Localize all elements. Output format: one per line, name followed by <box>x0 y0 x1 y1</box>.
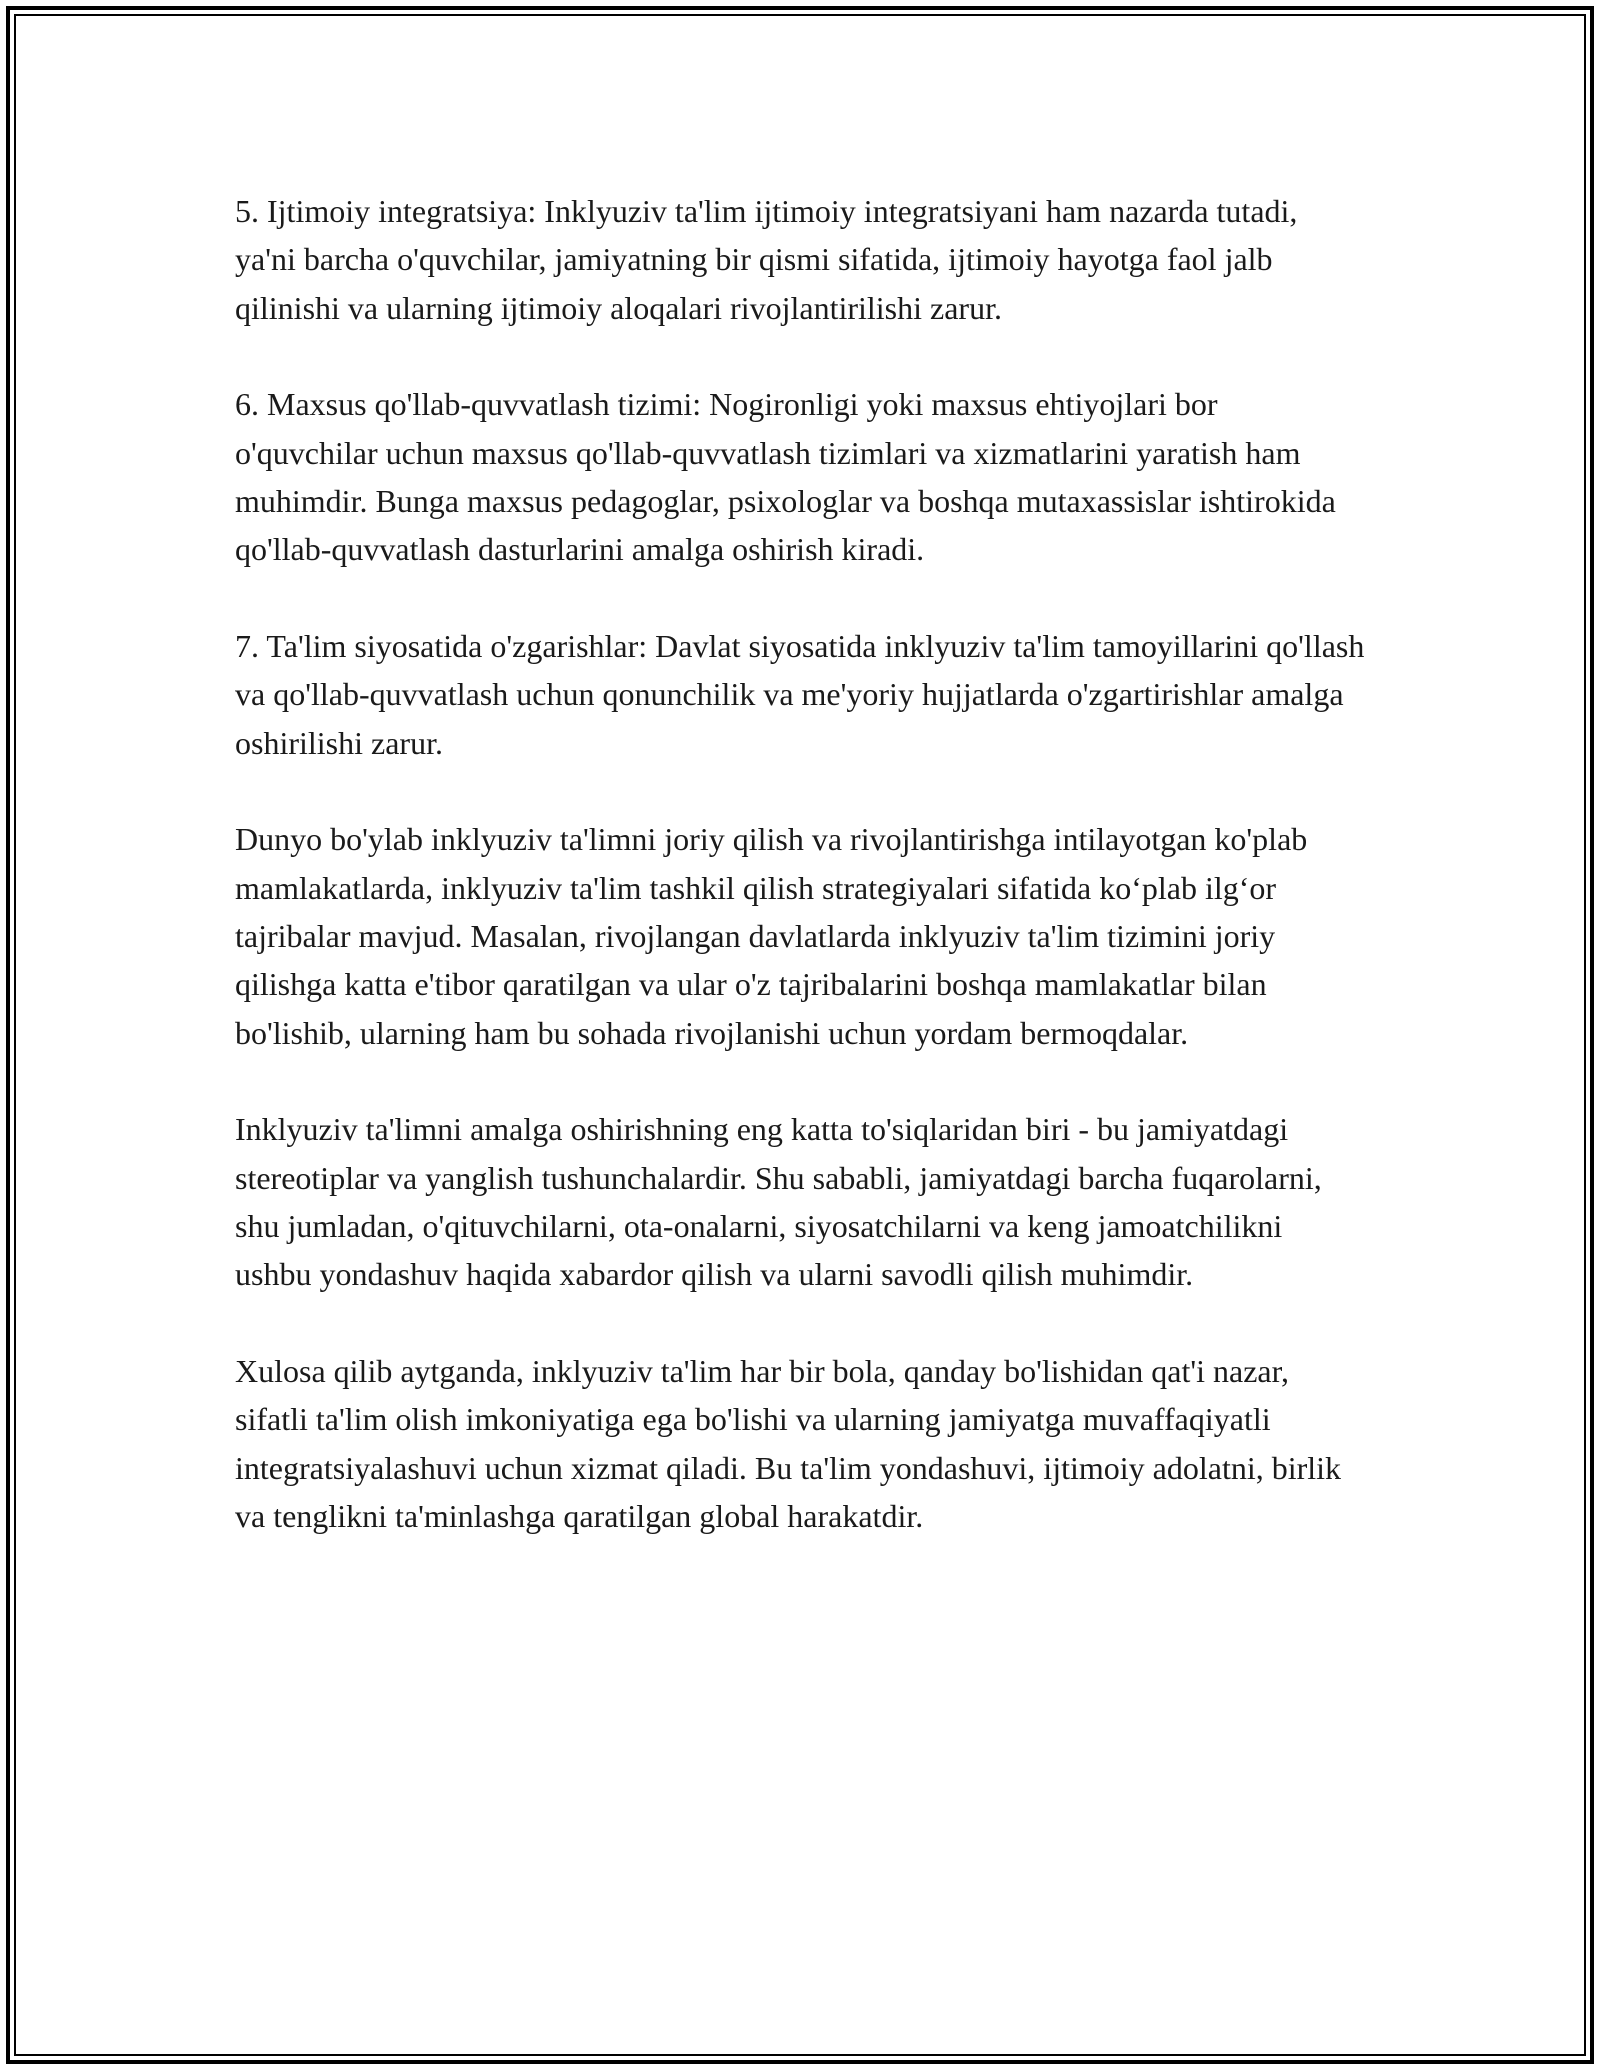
paragraph-stereotypes-barrier: Inklyuziv ta'limni amalga oshirishning eng katta to'siqlaridan biri - bu jamiyatdagi stereotiplar va yanglish tushunchalardir. Shu sababli, jamiyatdagi barcha fuqarolarni, shu jumladan, o'qituvchilarni, ota-onalarni, siyosatchilarni va keng jamoatchilikni ushbu yondashuv haqida xabardor qilish va ularni savodli qilish muhimdir. <box>235 1111 1322 1293</box>
document-body <box>235 187 1365 1540</box>
paragraph-education-policy-changes: 7. Ta'lim siyosatida o'zgarishlar: Davlat siyosatida inklyuziv ta'lim tamoyillarini qo'llash va qo'llab-quvvatlash uchun qonunchilik va me'yoriy hujjatlarda o'zgartirishlar amalga oshirilishi zarur. <box>235 628 1365 761</box>
paragraph-world-experience: Dunyo bo'ylab inklyuziv ta'limni joriy qilish va rivojlantirishga intilayotgan ko'plab mamlakatlarda, inklyuziv ta'lim tashkil qilish strategiyalari sifatida ko‘plab ilg‘or tajribalar mavjud. Masalan, rivojlangan davlatlarda inklyuziv ta'lim tizimini joriy qilishga katta e'tibor qaratilgan va ular o'z tajribalarini boshqa mamlakatlar bilan bo'lishib, ularning ham bu sohada rivojlanishi uchun yordam bermoqdalar. <box>235 821 1308 1051</box>
paragraph-conclusion: Xulosa qilib aytganda, inklyuziv ta'lim har bir bola, qanday bo'lishidan qat'i nazar, sifatli ta'lim olish imkoniyatiga ega bo'lishi va ularning jamiyatga muvaffaqiyatli integratsiyalashuvi uchun xizmat qiladi. Bu ta'lim yondashuvi, ijtimoiy adolatni, birlik va tenglikni ta'minlashga qaratilgan global harakatdir. <box>235 1353 1342 1535</box>
paragraph-social-integration: 5. Ijtimoiy integratsiya: Inklyuziv ta'lim ijtimoiy integratsiyani ham nazarda tutadi, ya'ni barcha o'quvchilar, jamiyatning bir qismi sifatida, ijtimoiy hayotga faol jalb qilinishi va ularning ijtimoiy aloqalari rivojlantirilishi zarur. <box>235 193 1298 326</box>
paragraph-special-support-system: 6. Maxsus qo'llab-quvvatlash tizimi: Nogironligi yoki maxsus ehtiyojlari bor o'quvchilar uchun maxsus qo'llab-quvvatlash tizimlari va xizmatlarini yaratish ham muhimdir. Bunga maxsus pedagoglar, psixologlar va boshqa mutaxassislar ishtirokida qo'llab-quvvatlash dasturlarini amalga oshirish kiradi. <box>235 386 1336 568</box>
